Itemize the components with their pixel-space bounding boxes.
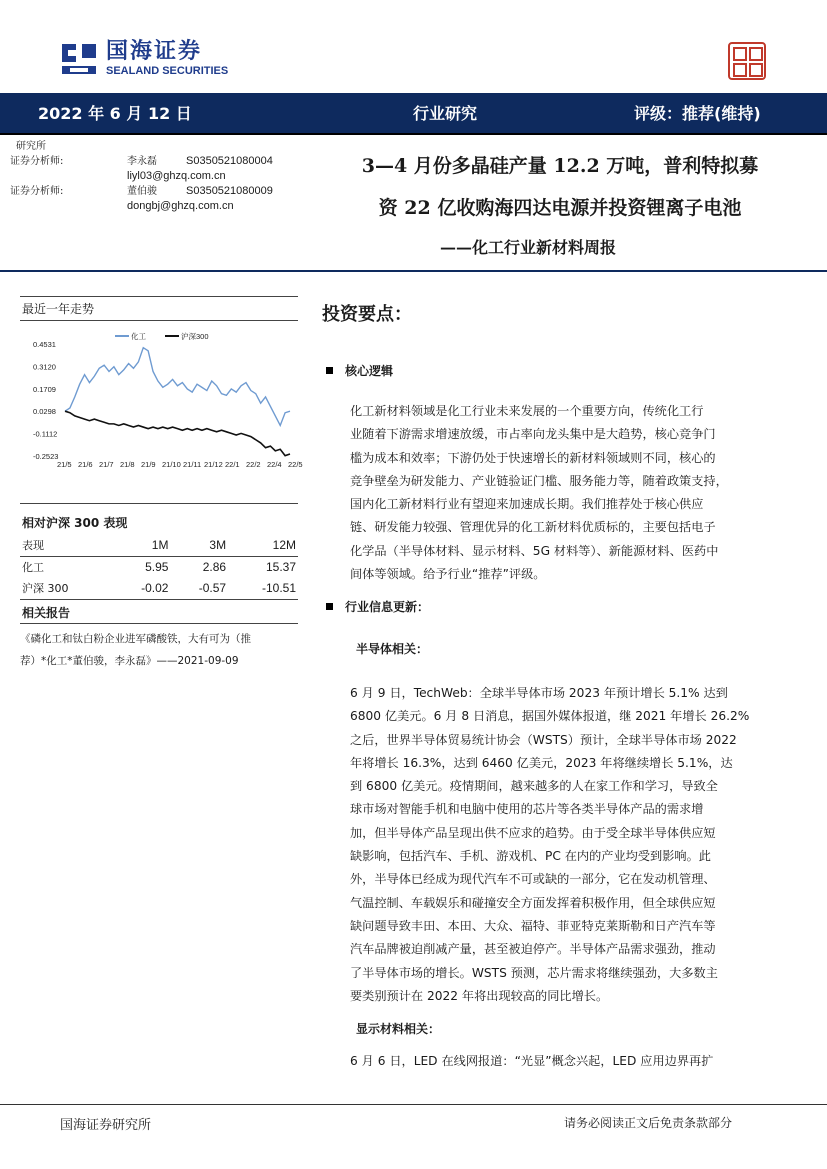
analyst-role: 证券分析师: bbox=[10, 186, 64, 197]
bullet-square-icon bbox=[326, 367, 333, 374]
table-row bbox=[20, 556, 298, 577]
y-tick-label: 0.4531 bbox=[33, 340, 56, 349]
legend-label: 沪深300 bbox=[181, 332, 209, 341]
x-tick-label: 21/10 bbox=[162, 460, 181, 469]
text-line: 6 月 6 日，LED 在线网报道：“光显”概念兴起，LED 应用边界再扩 bbox=[350, 1054, 714, 1068]
analyst-email[interactable]: dongbj@ghzq.com.cn bbox=[127, 200, 234, 212]
table-bottom-rule bbox=[20, 599, 298, 600]
text-line: 缺问题导致丰田、本田、大众、福特、菲亚特克莱斯勒和日产汽车等 bbox=[350, 918, 716, 933]
chart-bottom-rule bbox=[20, 503, 298, 504]
section-heading: 投资要点： bbox=[322, 304, 412, 325]
x-tick-label: 22/2 bbox=[246, 460, 261, 469]
text-line: 6 月 9 日，TechWeb：全球半导体市场 2023 年预计增长 5.1% 达到 bbox=[350, 686, 728, 700]
text-line: 外，半导体已经成为现代汽车不可或缺的一部分，它在发动机管理、 bbox=[350, 872, 716, 887]
table-cell: -0.57 bbox=[198, 580, 227, 595]
table-cell: -10.51 bbox=[261, 580, 296, 595]
industry-news-heading bbox=[326, 598, 429, 615]
industry-news-title: 行业信息更新： bbox=[345, 600, 430, 614]
text-line: 之后，世界半导体贸易统计协会（WSTS）预计，全球半导体市场 2022 bbox=[350, 732, 737, 747]
y-tick-label: 0.1709 bbox=[33, 384, 56, 394]
y-tick-label: 0.0298 bbox=[33, 407, 56, 417]
footer-right: 请务必阅读正文后免责条款部分 bbox=[564, 1116, 733, 1130]
title-line-2: 资 22 亿收购海四达电源并投资锂离子电池 bbox=[378, 197, 742, 219]
series-line-hs300 bbox=[65, 411, 290, 455]
text-line: 缺影响，包括汽车、手机、游戏机、PC 在内的产业均受到影响。此 bbox=[350, 849, 711, 864]
display-materials-heading: 显示材料相关： bbox=[356, 1022, 441, 1036]
legend-label: 化工 bbox=[131, 332, 146, 341]
analyst-id: S0350521080004 bbox=[186, 155, 273, 167]
report-rating: 评级：推荐(维持) bbox=[634, 104, 761, 123]
table-cell: 15.37 bbox=[265, 559, 296, 574]
related-line-2: 荐）*化工*董伯骏，李永磊》——2021-09-09 bbox=[20, 655, 239, 667]
institute-label: 研究所 bbox=[16, 141, 46, 152]
core-logic-title: 核心逻辑 bbox=[345, 364, 394, 378]
text-line: 链、研发能力较强、管理优异的化工新材料优质标的，主要包括电子 bbox=[350, 520, 716, 535]
table-header-cell: 3M bbox=[170, 535, 228, 556]
analyst-id: S0350521080009 bbox=[186, 185, 273, 197]
text-line: 竞争壁垒为研发能力、产业链验证门槛、服务能力等，随着政策支持， bbox=[350, 473, 728, 488]
x-tick-label: 21/8 bbox=[120, 460, 135, 469]
analyst-role: 证券分析师: bbox=[10, 156, 64, 167]
core-logic-heading bbox=[326, 362, 393, 379]
table-header-cell: 12M bbox=[228, 535, 298, 556]
text-line: 国内化工新材料行业有望迎来加速成长期。我们推荐处于核心供应 bbox=[350, 497, 704, 512]
analyst-name: 李永磊 bbox=[127, 156, 157, 167]
performance-table bbox=[20, 535, 298, 598]
analyst-name: 董伯骏 bbox=[127, 186, 157, 197]
report-date: 2022 年 6 月 12 日 bbox=[38, 104, 192, 123]
table-cell: 5.95 bbox=[145, 559, 169, 574]
table-row bbox=[20, 577, 298, 598]
x-tick-label: 21/11 bbox=[183, 460, 202, 469]
x-tick-label: 22/4 bbox=[267, 460, 282, 469]
performance-title: 相对沪深 300 表现 bbox=[22, 516, 128, 530]
title-line-1: 3—4 月份多晶硅产量 12.2 万吨，普利特拟募 bbox=[361, 155, 759, 177]
semiconductor-paragraph bbox=[350, 682, 782, 1008]
report-subtitle: ——化工行业新材料周报 bbox=[440, 238, 617, 257]
series-line-chemical bbox=[65, 348, 290, 426]
text-line: 化工新材料领域是化工行业未来发展的一个重要方向，传统化工行 bbox=[350, 404, 704, 418]
seal-icon bbox=[728, 42, 766, 80]
table-cell: -0.02 bbox=[141, 580, 169, 595]
related-title: 相关报告 bbox=[22, 606, 71, 620]
x-tick-label: 22/1 bbox=[225, 460, 240, 469]
table-header-row bbox=[20, 535, 298, 556]
text-line: 了半导体市场的增长。WSTS 预测，芯片需求将继续强劲，大多数主 bbox=[350, 965, 718, 980]
x-tick-label: 21/7 bbox=[99, 460, 114, 469]
chart-title-rule bbox=[20, 320, 298, 321]
logo-cn-text: 国海证券 bbox=[106, 39, 203, 64]
footer-divider bbox=[0, 1104, 827, 1105]
x-tick-label: 22/5 bbox=[288, 460, 303, 469]
logo-en-text: SEALAND SECURITIES bbox=[106, 65, 229, 77]
analyst-email[interactable]: liyl03@ghzq.com.cn bbox=[127, 170, 226, 182]
y-tick-label: -0.1112 bbox=[33, 429, 58, 439]
text-line: 到 6800 亿美元。疫情期间，越来越多的人在家工作和学习，导致全 bbox=[350, 779, 718, 794]
y-tick-label: -0.2523 bbox=[33, 452, 59, 461]
chart-title: 最近一年走势 bbox=[22, 302, 95, 316]
x-tick-label: 21/12 bbox=[204, 460, 223, 469]
table-cell: 沪深 300 bbox=[22, 581, 69, 595]
text-line: 槛为成本和效率；下游仍处于快速增长的新材料领域则不同，核心的 bbox=[350, 450, 716, 465]
table-header-cell: 表现 bbox=[20, 535, 113, 556]
text-line: 业随着下游需求增速放缓，市占率向龙头集中是大趋势，核心竞争门 bbox=[350, 427, 716, 442]
footer-left: 国海证券研究所 bbox=[60, 1118, 152, 1133]
title-divider bbox=[0, 270, 827, 272]
text-line: 6800 亿美元。6 月 8 日消息，据国外媒体报道，继 2021 年增长 26.2% bbox=[350, 709, 750, 724]
report-title bbox=[300, 145, 820, 229]
table-header-cell: 1M bbox=[113, 535, 171, 556]
semiconductor-heading: 半导体相关： bbox=[356, 642, 429, 656]
text-line: 汽车品牌被迫削减产量，甚至被迫停产。半导体产品需求强劲，推动 bbox=[350, 942, 716, 957]
text-line: 化学品（半导体材料、显示材料、5G 材料等）、新能源材料、医药中 bbox=[350, 543, 719, 558]
chart-top-rule bbox=[20, 296, 298, 297]
table-cell: 2.86 bbox=[202, 559, 227, 574]
table-cell: 化工 bbox=[22, 560, 44, 574]
text-line: 球市场对智能手机和电脑中使用的芯片等各类半导体产品的需求增 bbox=[350, 802, 704, 817]
bullet-square-icon bbox=[326, 603, 333, 610]
text-line: 要类别预计在 2022 年将出现较高的同比增长。 bbox=[350, 988, 609, 1003]
related-line-1: 《磷化工和钛白粉企业进军磷酸铁，大有可为（推 bbox=[20, 633, 251, 645]
display-materials-paragraph bbox=[350, 1050, 782, 1073]
core-logic-paragraph bbox=[350, 400, 782, 586]
x-tick-label: 21/5 bbox=[57, 460, 72, 469]
text-line: 气温控制、车载娱乐和碰撞安全方面发挥着积极作用，但全球供应短 bbox=[350, 895, 716, 910]
header-band bbox=[0, 93, 827, 135]
y-tick-label: 0.3120 bbox=[33, 362, 56, 372]
text-line: 年将增长 16.3%，达到 6460 亿美元，2023 年将继续增长 5.1%，达 bbox=[350, 755, 733, 770]
x-tick-label: 21/9 bbox=[141, 460, 156, 469]
analyst-block bbox=[10, 139, 300, 214]
trend-chart bbox=[20, 326, 303, 474]
related-rule bbox=[20, 623, 298, 624]
logo-mark-icon bbox=[60, 40, 98, 78]
x-tick-label: 21/6 bbox=[78, 460, 93, 469]
related-report[interactable] bbox=[20, 628, 300, 672]
text-line: 间体等领域。给予行业“推荐”评级。 bbox=[350, 567, 546, 582]
report-category: 行业研究 bbox=[413, 104, 478, 123]
company-logo bbox=[60, 40, 228, 78]
text-line: 加，但半导体产品呈现出供不应求的趋势。由于受全球半导体供应短 bbox=[350, 825, 716, 840]
